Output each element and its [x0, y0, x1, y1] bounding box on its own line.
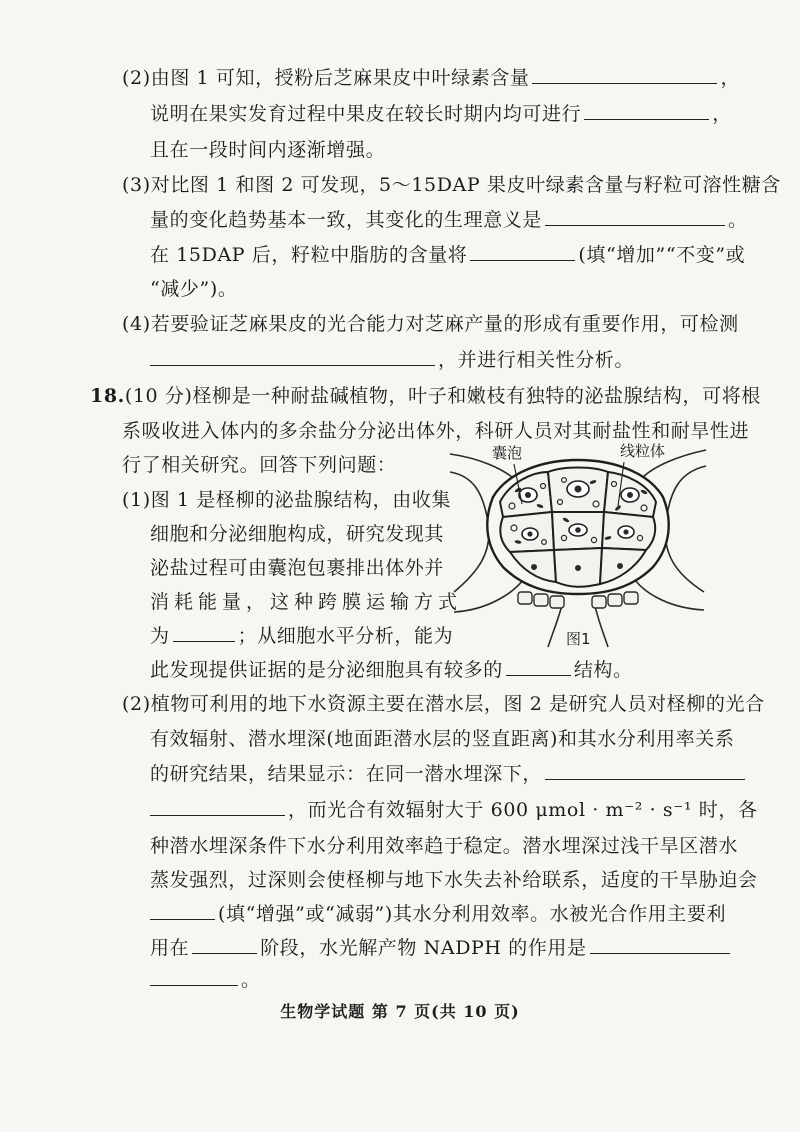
text: 用在 — [150, 937, 190, 959]
label-mitochondria: 线粒体 — [620, 442, 666, 460]
q18-s1-line2: 细胞和分泌细胞构成，研究发现其 — [150, 523, 445, 545]
answer-blank[interactable] — [192, 935, 257, 954]
q18-s2-line1: (2)植物可利用的地下水资源主要在潜水层，图 2 是研究人员对柽柳的光合 — [122, 693, 765, 715]
text: ，而光合有效辐射大于 600 μmol · m⁻² · s⁻¹ 时，各 — [288, 799, 758, 821]
answer-blank[interactable] — [150, 967, 238, 986]
answer-blank[interactable] — [590, 935, 730, 954]
question-number: 18. — [90, 385, 125, 407]
q18-s2-line6: 蒸发强烈，过深则会使柽柳与地下水失去补给联系，适度的干旱胁迫会 — [150, 869, 758, 891]
answer-blank[interactable] — [150, 347, 435, 366]
answer-blank[interactable] — [470, 242, 575, 261]
q18-s1-line6 — [150, 657, 633, 683]
answer-blank[interactable] — [545, 207, 725, 226]
figure-caption: 图1 — [566, 630, 591, 648]
answer-blank[interactable] — [173, 623, 235, 642]
secretory-cells — [500, 468, 656, 553]
q18-s2-line4 — [150, 797, 758, 823]
answer-blank[interactable] — [532, 65, 717, 84]
answer-blank[interactable] — [545, 761, 745, 780]
page-footer: 生物学试题 第 7 页(共 10 页) — [280, 1002, 520, 1021]
text: (2)由图 1 可知，授粉后芝麻果皮中叶绿素含量 — [122, 67, 530, 89]
answer-blank[interactable] — [150, 797, 285, 816]
q18-s2-line8 — [150, 935, 733, 961]
text: ；从细胞水平分析，能为 — [237, 625, 454, 647]
text: ， — [712, 103, 732, 125]
q18-line3: 行了相关研究。回答下列问题： — [122, 454, 397, 476]
text: 。 — [241, 969, 261, 991]
answer-blank[interactable] — [506, 657, 571, 676]
text: 此发现提供证据的是分泌细胞具有较多的 — [150, 659, 503, 681]
text: 。 — [728, 209, 748, 231]
text: 为 — [150, 625, 170, 647]
q17-p2-line2 — [150, 101, 732, 127]
q17-p3-line2 — [150, 207, 748, 233]
q18-s2-line5: 种潜水埋深条件下水分利用效率趋于稳定。潜水埋深过浅干旱区潜水 — [150, 835, 739, 857]
q18-s1-line3: 泌盐过程可由囊泡包裹排出体外并 — [150, 557, 445, 579]
answer-blank[interactable] — [584, 101, 709, 120]
q18-s1-line1: (1)图 1 是柽柳的泌盐腺结构，由收集 — [122, 489, 452, 511]
q17-p4-line2 — [150, 347, 634, 373]
answer-blank[interactable] — [150, 901, 215, 920]
text: (10 分)柽柳是一种耐盐碱植物，叶子和嫩枝有独特的泌盐腺结构，可将根 — [124, 385, 761, 407]
text: 在 15DAP 后，籽粒中脂肪的含量将 — [150, 244, 468, 266]
q18-line2: 系吸收进入体内的多余盐分分泌出体外，科研人员对其耐盐性和耐旱性进 — [122, 420, 750, 442]
text: 说明在果实发育过程中果皮在较长时期内均可进行 — [150, 103, 582, 125]
text: 阶段，水光解产物 NADPH 的作用是 — [260, 937, 587, 959]
q18-s2-line3 — [150, 761, 748, 787]
text: ，并进行相关性分析。 — [438, 349, 635, 371]
text: ， — [720, 67, 741, 89]
text: 量的变化趋势基本一致，其变化的生理意义是 — [150, 209, 543, 231]
text: 的研究结果，结果显示：在同一潜水埋深下， — [150, 763, 543, 785]
figure1-salt-gland-diagram — [448, 442, 708, 652]
q18-s1-line4: 消耗能量，这种跨膜运输方式 — [150, 591, 463, 613]
q18-s2-line7 — [150, 901, 726, 927]
text: (填“增加”“不变”或 — [578, 244, 746, 266]
q18-s2-line9 — [150, 967, 261, 993]
q17-p2-line3: 且在一段时间内逐渐增强。 — [150, 139, 386, 161]
q18-s2-line2: 有效辐射、潜水埋深(地面距潜水层的竖直距离)和其水分利用率关系 — [150, 728, 735, 750]
text: (填“增强”或“减弱”)其水分利用效率。水被光合作用主要利 — [218, 903, 727, 925]
q17-p2-line1 — [122, 65, 740, 91]
q18-s1-line5 — [150, 623, 453, 649]
q17-p3-line4: “减少”)。 — [150, 278, 238, 300]
text: 结构。 — [573, 659, 633, 681]
q18-line1 — [90, 383, 761, 409]
label-vesicle: 囊泡 — [492, 444, 523, 462]
q17-p3-line3 — [150, 242, 745, 268]
q17-p3-line1: (3)对比图 1 和图 2 可发现，5～15DAP 果皮叶绿素含量与籽粒可溶性糖含 — [122, 174, 781, 196]
q17-p4-line1: (4)若要验证芝麻果皮的光合能力对芝麻产量的形成有重要作用，可检测 — [122, 313, 739, 335]
